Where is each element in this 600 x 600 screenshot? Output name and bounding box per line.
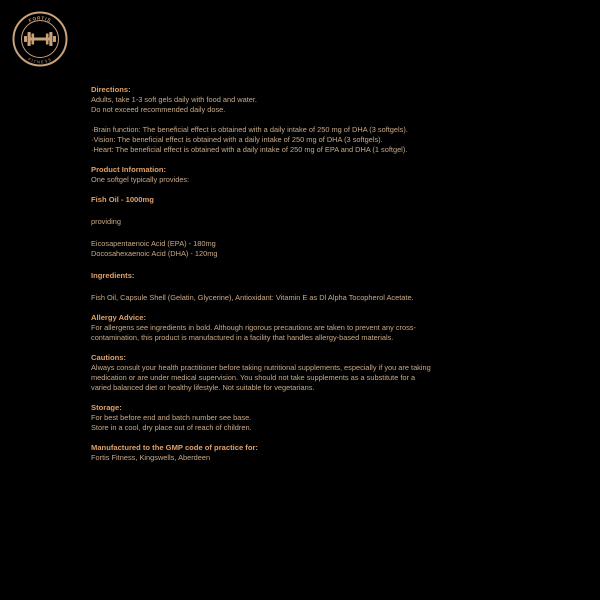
benefit-line: ·Brain function: The beneficial effect is obtained with a daily intake of 250 mg of DHA (3 softgels). [91,125,408,134]
directions-heading: Directions: [91,85,131,94]
fish-oil-amount: Fish Oil - 1000mg [91,195,154,204]
storage-heading: Storage: [91,403,122,412]
product-info-line: One softgel typically provides: [91,175,190,184]
dumbbell-icon [24,32,56,46]
manufacturer-line: Fortis Fitness, Kingswells, Aberdeen [91,453,211,462]
directions-line: Do not exceed recommended daily dose. [91,105,226,114]
cautions-line: medication or are under medical supervision. You should not take supplements as a substitute for a [91,373,416,382]
logo-top-text: FORTIS [27,15,53,24]
fortis-fitness-logo [12,11,68,67]
benefit-line: ·Heart: The beneficial effect is obtained with a daily intake of 250 mg of EPA and DHA (1 softgel). [91,145,408,154]
providing-text: providing [91,217,121,226]
logo-bottom-text: FITNESS [27,57,53,65]
cautions-line: varied balanced diet or healthy lifestyle. Not suitable for vegetarians. [91,383,315,392]
logo-emblem [12,11,68,67]
directions-line: Adults, take 1-3 soft gels daily with food and water. [91,95,257,104]
product-label-text [91,85,531,463]
allergy-line: For allergens see ingredients in bold. Although rigorous precautions are taken to prevent any cross- [91,323,416,332]
benefit-line: ·Vision: The beneficial effect is obtained with a daily intake of 250 mg of DHA (3 softgels). [91,135,383,144]
dha-amount: Docosahexaenoic Acid (DHA) - 120mg [91,249,218,258]
manufactured-heading: Manufactured to the GMP code of practice for: [91,443,258,452]
ingredients-heading: Ingredients: [91,271,135,280]
epa-amount: Eicosapentaenoic Acid (EPA) - 180mg [91,239,216,248]
storage-line: For best before end and batch number see base. [91,413,252,422]
allergy-heading: Allergy Advice: [91,313,147,322]
cautions-heading: Cautions: [91,353,127,362]
product-info-heading: Product Information: [91,165,167,174]
allergy-line: contamination, this product is manufactured in a facility that handles allergy-based materials. [91,333,394,342]
cautions-line: Always consult your health practitioner before taking nutritional supplements, especially if you are taking [91,363,431,372]
storage-line: Store in a cool, dry place out of reach of children. [91,423,252,432]
ingredients-text: Fish Oil, Capsule Shell (Gelatin, Glycerine), Antioxidant: Vitamin E as Dl Alpha Tocopherol Acetate. [91,293,414,302]
